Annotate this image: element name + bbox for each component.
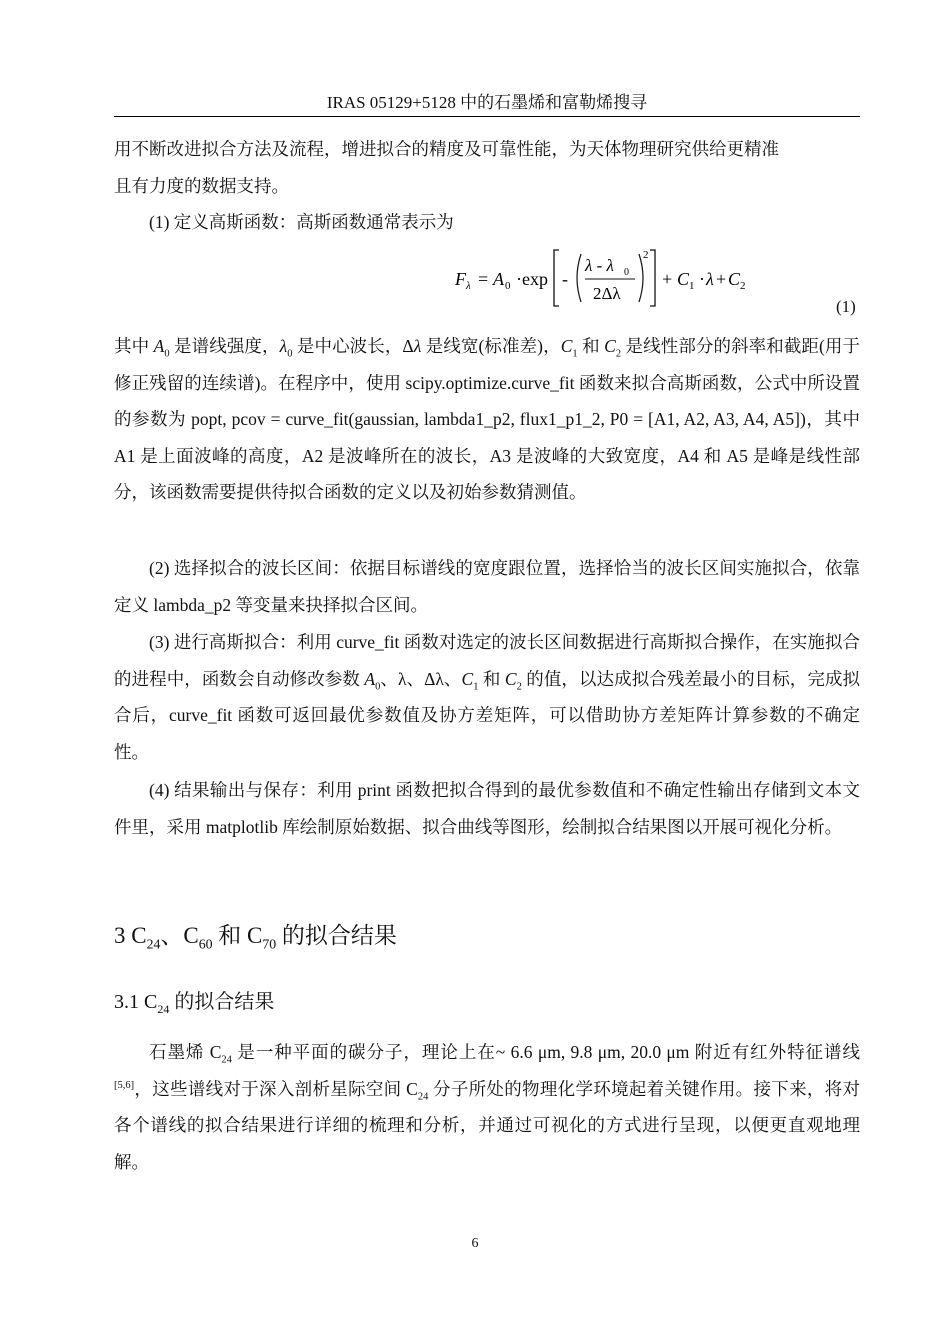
left-bracket	[554, 250, 559, 306]
c24-paragraph: 石墨烯 $C_{24}$ 是一种平面的碳分子，理论上在~ 6.6 μm, 9.8 μm, 20.0 μm 附近有红外特征谱线[5,6]，这些谱线对于深入剖析星际空间 $C_{24}$ 分子所处的物理化学环境起着关键作用。接下来，将对各个谱线的拟合结果进行详细的梳理和分析，并通过可视化的方式进行呈现，以便更直观地理解。	[114, 1042, 861, 1172]
eq-c2: C	[728, 269, 741, 289]
left-paren	[577, 254, 581, 302]
eq-numerator-sub: 0	[624, 267, 629, 278]
step4-paragraph: (4) 结果输出与保存：利用 print 函数把拟合得到的最优参数值和不确定性输出存储到文本文件里，采用 matplotlib 库绘制原始数据、拟合曲线等图形，绘制拟合结果图以开展可视化分析。	[114, 780, 860, 837]
right-paren	[639, 254, 643, 302]
eq-equals: =	[478, 269, 489, 289]
eq-c1: C	[677, 269, 690, 289]
eq-plus1: +	[662, 269, 673, 289]
step3-paragraph: (3) 进行高斯拟合：利用 curve_fit 函数对选定的波长区间数据进行高斯拟合操作，在实施拟合的进程中，函数会自动修改参数 $A_0$、λ、Δλ、$C_1$ 和 $C_2$ 的值，以达成拟合残差最小的目标，完成拟合后，curve_fit 函数可返回最优参数值及协方差矩阵，可以借助协方差矩阵计算参数的不确定性。	[114, 632, 861, 762]
eq-dot1: ·	[516, 269, 522, 289]
intro-line-1: 用不断改进拟合方法及流程，增进拟合的精度及可靠性能，为天体物理研究供给更精准	[114, 139, 779, 159]
step1-paragraph: (1) 定义高斯函数：高斯函数通常表示为	[149, 212, 454, 232]
eq-lhs-sub: λ	[466, 280, 471, 292]
citation-ref: [5,6]	[114, 1079, 135, 1091]
eq-a-sub: 0	[505, 280, 511, 292]
gaussian-equation	[455, 246, 755, 310]
step2-paragraph: (2) 选择拟合的波长区间：依据目标谱线的宽度跟位置，选择恰当的波长区间实施拟合，依靠定义 lambda_p2 等变量来抉择拟合区间。	[114, 558, 860, 615]
right-bracket	[650, 250, 655, 306]
equation-number: (1)	[836, 297, 856, 316]
equation-svg	[455, 246, 755, 310]
eq-dot2: ·	[699, 269, 705, 289]
eq-power: 2	[643, 249, 649, 261]
section-3-heading: 3 $C_{24}$、$C_{60}$ 和 $C_{70}$ 的拟合结果	[114, 923, 397, 952]
intro-line-2: 且有力度的数据支持。	[114, 175, 289, 196]
eq-a: A	[493, 269, 504, 289]
eq-minus: -	[562, 269, 568, 289]
eq-numerator: λ - λ	[585, 256, 614, 275]
eq-lhs: F	[455, 269, 466, 289]
intro-paragraph	[114, 131, 860, 204]
eq-denominator: 2Δλ	[593, 284, 621, 303]
running-header: IRAS 05129+5128 中的石墨烯和富勒烯搜寻	[326, 93, 648, 112]
eq-exp: exp	[522, 269, 548, 289]
section-3-1-heading: 3.1 $C_{24}$ 的拟合结果	[114, 991, 275, 1016]
eq-c2-sub: 2	[740, 280, 746, 292]
eq-plus2: +	[716, 269, 727, 289]
page-number: 6	[471, 1236, 479, 1251]
eq-lambda: λ	[706, 269, 714, 289]
eq-c1-sub: 1	[689, 280, 695, 292]
header-rule	[114, 116, 860, 117]
where-paragraph: 其中 $A_0$ 是谱线强度，$\lambda_0$ 是中心波长，Δλ 是线宽(标准差)，$C_1$ 和 $C_2$ 是线性部分的斜率和截距(用于修正残留的连续谱)。在程序中，使用 scipy.optimize.curve_fit 函数来拟合高斯函数，公式中所设置的参数为 popt, pcov = curve_fit(gaussian, lambda1_p2, flux1_p1_2, P0 = [A1, A2, A3, A4, A5])，其中 A1 是上面波峰的高度，A2 是波峰所在的波长，A3 是波峰的大致宽度，A4 和 A5 是峰是线性部分，该函数需要提供待拟合函数的定义以及初始参数猜测值。	[114, 336, 861, 502]
